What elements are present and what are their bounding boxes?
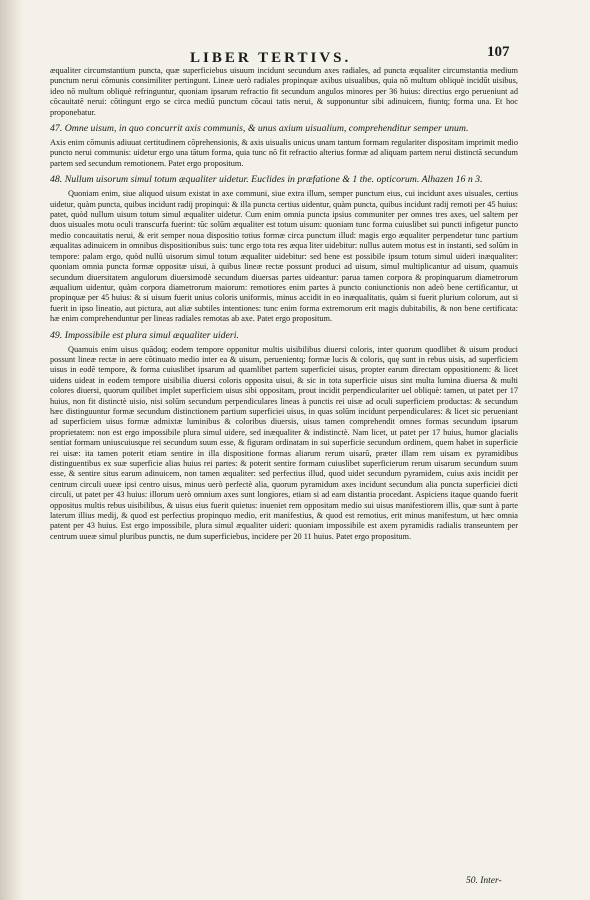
body-paragraph: æqualiter circumstantium puncta, quæ superficiebus uisuum incidunt secundum axes radiales, ad puncta æqualiter circumstantia medium punctum nerui cōmunis consimiliter pertingunt. Lineæ uerò radiales propinquæ axibus uisualibus, quia nō multum obliquè incidūt uisibus, ideo nō multum obliquè refringuntur, quoniam ipsarum refractio fit secundum angulos minores per 36 huius: directius ergo perueniunt ad cōcauitatē nerui: cōtingunt ergo se circa mediū punctum cōcaui tatis nerui, & supponuntur sibi adinuicem, fiuntq; forma una. Et hoc proponebatur. [50, 66, 518, 117]
body-paragraph: Axis enim cōmunis adiuuat certitudinem cōprehensionis, & axis uisualis unicus unam tantum formam regulariter dispositam imprimit medio puncto nerui communis: uidetur ergo una tātum forma, quia tunc nō fit refractio alterius formæ ad aliquam partem nerui distinctā secundum partem sed secundum remotionem. Patet ergo propositum. [50, 138, 518, 168]
page-number: 107 [487, 44, 510, 60]
proposition-heading [50, 330, 518, 342]
body-paragraph: Quamuis enim uisus quādoq; eodem tempore opponitur multis uisibilibus diuersi coloris, inter quorum quodlibet & uisum produci possunt lineæ rectæ in aere cōtinuato medio inter ea & uisum, peruenientq; formæ lucis & coloris, quę sunt in rebus uisis, ad superficiem uisus in eodē tempore, & forma cuiuslibet ipsarum ad quamlibet partem superficiei uisus, propter earum directam oppositionem: & licet uidens uideat in eodem tempore uisibilia diuersi coloris opposita uisui, & sic in tota superficie uisus sint multa lumina diuersa & multi colores diuersi, quorum quilibet implet superficiem uisus sibi oppositam, prout incidit perpendiculariter uel obliquè: tamen, ut patet per 17 huius, non fit distinctè uisio, nisi solūm secundum perpendiculares lineas à punctis rei uisæ ad oculi superficiem productas: & secundum hæc distinguuntur formæ secundum distinctionem partium superficiei uisus, in quas solūm incidunt perpendiculares: & licet sic perueniant ad superficiem uisus formæ admixtæ luminibus & coloribus diuersis, uisus tamen comprehendit omnes formas secundum ipsarum proprietatem: non est ergo impossibile plura simul uidere, sed inæqualiter & indistinctè. Nam licet, ut patet per 17 huius, humor glacialis sentiat formam uniuscuiusque rei secundum suum esse, & figuram ordinatam in sui superficie secundum ordinem, quem habet in superficie rei uisæ: ita tamen poterit etiam sentire in illa dispositione formas aliarum rerum uisarū, præter illam rem uisam ex pyramidibus distinguentibus ex suæ superficie alias huius rei partes: & poterit sentire formam cuiuslibet superficierum rerum uisarum secundum suum esse, & sentire situs earum adinuicem, non tamen æqualiter: sed perfectius illud, quod uidet secundum pyramidem, cuius axis incidit per centrum circuli uueæ ipsi centro uisus, minus uerò perfectè alia, quorum pyramidum axes incidunt secundum alia puncta superficiei dicti circuli, ut patet per 43 huius: illorum uerò omnium axes sunt longiores, etiam si ad eam distantia procedant. Aspiciens itaque quando fuerit oppositus multis rebus uisibilibus, & uisus eius fuerit quietus: inueniet rem oppositam medio sui uisus manifestiorem illis, quæ sunt à parte laterum illius medij, & quod est perfectius propinquo medio, erit manifestius, & quod est remotius, erit minus manifestum, ut hæc omnia patent per 43 huius. Est ergo impossibile, plura simul æqualiter uideri: quoniam impossibile est axem pyramidis radialis transeuntem per centrum uueæ simul pluribus punctis, ne dum superficiebus, incidere per 20 11 huius. Patet ergo propositum. [50, 344, 518, 541]
proposition-number: 49. [50, 329, 63, 341]
proposition-number: 47. [50, 123, 63, 135]
proposition-text: Nullum uisorum simul totum æqualiter uidetur. Euclides in præfatione & 1 the. opticorum. Alhazen 16 n 3. [64, 174, 483, 186]
page-body [50, 66, 518, 542]
proposition-text: Impossibile est plura simul æqualiter uideri. [64, 329, 239, 341]
page-gutter-shadow [0, 0, 24, 900]
proposition-heading [50, 123, 518, 135]
proposition-text: Omne uisum, in quo concurrit axis communis, & unus axium uisualium, comprehenditur semper unum. [64, 123, 469, 135]
running-title: LIBER TERTIVS. [190, 50, 352, 66]
body-paragraph: Quoniam enim, siue aliquod uisum existat in axe communi, siue extra illum, semper punctum eius, cui incidunt axes uisuales, certius uidetur, quàm puncta, quibus incidunt radij propinqui: & illa puncta certius uidentur, quàm puncta, quibus incidunt radij remoti per 45 huius: patet, quòd nullum uisum totum simul æqualiter uidetur. Cum enim omnia puncta ipsius communiter per omnes tres axes, uel saltem per duos uisuales motu oculi transcurfa fuerint: tūc solūm æqualiter est totum uisum: quoniam tunc forma cuiuslibet sui puncti infigetur puncto medio concauitatis nerui, & erit semper noua dispositio totius formæ circa punctum illud: magis ergo æqualiter perpendetur tunc partium æqualitas adinuicem in omnibus dispositionibus suis: tunc ergo tota res æqua liter uidebitur: nullus autem motus est in instanti, sed solūm in tempore: palam ergo, quòd nullū uisorum simul totum æqualiter uidebitur: sed bene est possibile ipsum totum simul uideri inæqualiter: quoniam omnia puncta formæ oppositæ uisui, à quibus lineæ rectæ possunt produci ad uisum, simul multiplicantur ad uisum, quamuis secundum diuersitatem angulorum diuersimodè secundum diuersas partes uideantur: parua tamen corpora & propinquarum diametrorum æqualium uidentur, quàm corpora diametrorum maiorum: remotiores enim partes à puncto coniunctionis non adeò bene certificantur, ut propinquæ per 45 huius: & si uisum fuerit unius coloris uniformis, minus accidit in eo inæqualitatis, quàm si fuerit plurium colorum, aut si fuerit in ipso lineatio, aut pictura, aut aliæ subtiles intentiones: tunc enim forma extremorum erit magis dubitabilis, & non bene certificata: hæ enim comprehenduntur per lineas radiales remotas ab axe. Patet ergo propositum. [50, 189, 518, 324]
proposition-heading [50, 174, 518, 186]
proposition-number: 48. [50, 174, 63, 186]
catchword: 50. Inter- [466, 876, 502, 886]
